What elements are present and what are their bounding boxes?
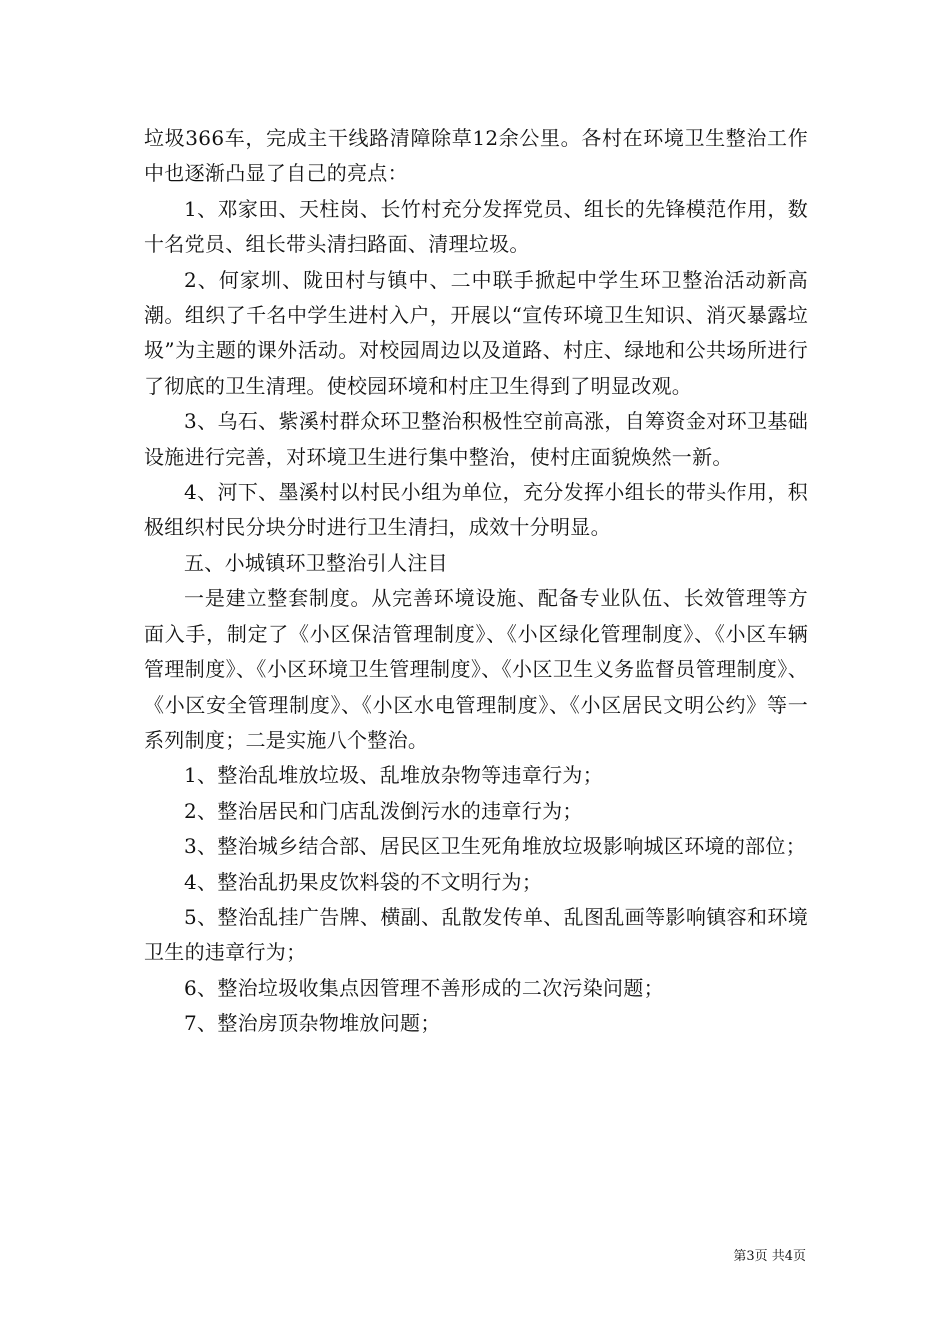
paragraph-7: 一是建立整套制度。从完善环境设施、配备专业队伍、长效管理等方面入手，制定了《小区保洁管理制度》、《小区绿化管理制度》、《小区车辆管理制度》、《小区环境卫生管理制度》、《小区卫生义务监督员管理制度》、《小区安全管理制度》、《小区水电管理制度》、《小区居民文明公约》等一系列制度；二是实施八个整治。 xyxy=(144,586,808,752)
list-item-2: 2、整治居民和门店乱泼倒污水的违章行为； xyxy=(184,798,583,823)
paragraph-1: 垃圾366车，完成主干线路清障除草12余公里。各村在环境卫生整治工作中也逐渐凸显了自己的亮点： xyxy=(144,126,808,186)
paragraph-2: 1、邓家田、天柱岗、长竹村充分发挥党员、组长的先锋模范作用，数十名党员、组长带头清扫路面、清理垃圾。 xyxy=(144,196,808,257)
list-item-7: 7、整治房顶杂物堆放问题； xyxy=(184,1011,441,1036)
body-text xyxy=(144,121,808,1042)
list-item-1: 1、整治乱堆放垃圾、乱堆放杂物等违章行为； xyxy=(184,763,604,788)
section-heading: 五、小城镇环卫整治引人注目 xyxy=(184,550,448,575)
page-number: 第3页 共4页 xyxy=(733,1249,806,1264)
list-item-4: 4、整治乱扔果皮饮料袋的不文明行为； xyxy=(184,869,543,894)
list-item-3: 3、整治城乡结合部、居民区卫生死角堆放垃圾影响城区环境的部位； xyxy=(184,834,807,859)
list-item-5: 5、整治乱挂广告牌、横副、乱散发传单、乱图乱画等影响镇容和环境卫生的违章行为； xyxy=(144,904,808,965)
paragraph-5: 4、河下、墨溪村以村民小组为单位，充分发挥小组长的带头作用，积极组织村民分块分时进行卫生清扫，成效十分明显。 xyxy=(144,480,808,540)
list-item-6: 6、整治垃圾收集点因管理不善形成的二次污染问题； xyxy=(184,975,664,1000)
paragraph-3: 2、何家圳、陇田村与镇中、二中联手掀起中学生环卫整治活动新高潮。组织了千名中学生进村入户，开展以“宣传环境卫生知识、消灭暴露垃圾”为主题的课外活动。对校园周边以及道路、村庄、绿地和公共场所进行了彻底的卫生清理。使校园环境和村庄卫生得到了明显改观。 xyxy=(144,267,808,398)
paragraph-4: 3、乌石、紫溪村群众环卫整治积极性空前高涨，自筹资金对环卫基础设施进行完善，对环境卫生进行集中整治，使村庄面貌焕然一新。 xyxy=(144,409,808,469)
